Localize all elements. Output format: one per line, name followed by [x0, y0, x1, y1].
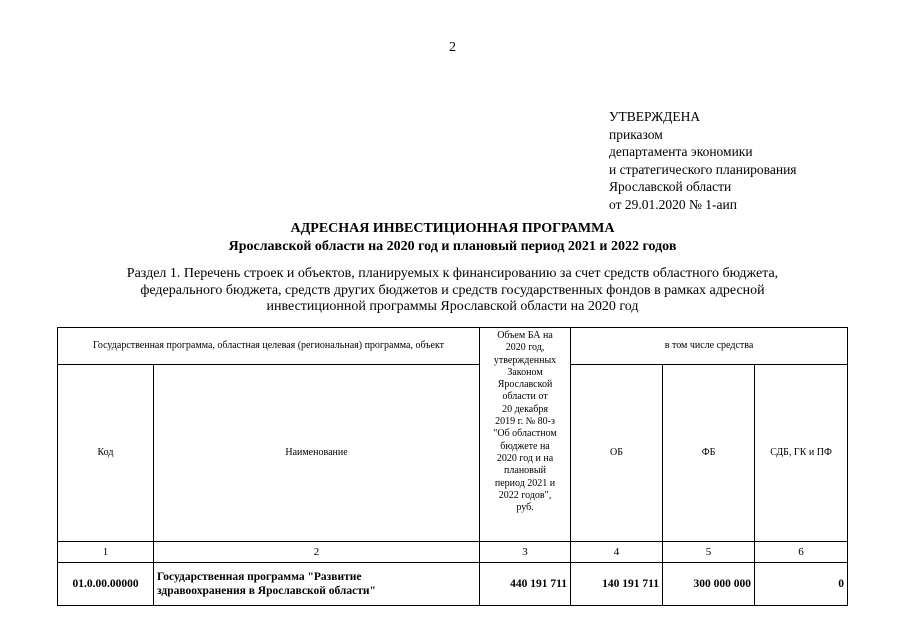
document-title-line-2: Ярославской области на 2020 год и плановый период 2021 и 2022 годов: [228, 239, 677, 254]
header-volume-line: утвержденных: [493, 354, 557, 366]
header-volume-line: 20 декабря: [502, 403, 548, 415]
header-volume-line: 2020 год и на: [496, 452, 554, 464]
column-number: 6: [755, 542, 848, 563]
header-name: Наименование: [154, 365, 480, 542]
row-fb: 300 000 000: [663, 563, 755, 606]
header-sdb: СДБ, ГК и ПФ: [755, 365, 848, 542]
row-sdb: 0: [755, 563, 848, 606]
header-volume-line: бюджете на: [500, 440, 550, 452]
header-fb: ФБ: [663, 365, 755, 542]
section-heading-line-1: Раздел 1. Перечень строек и объектов, планируемых к финансированию за счет средств областного бюджета,: [126, 266, 779, 281]
header-program-object: Государственная программа, областная целевая (региональная) программа, объект: [58, 328, 480, 365]
document-title-line-1: АДРЕСНАЯ ИНВЕСТИЦИОННАЯ ПРОГРАММА: [290, 221, 615, 236]
row-code: 01.0.00.00000: [58, 563, 154, 606]
header-volume-line: 2019 г. № 80-з: [495, 416, 555, 428]
column-number: 2: [154, 542, 480, 563]
header-volume-line: 2020 год,: [505, 342, 545, 354]
header-volume-line: руб.: [516, 502, 534, 514]
header-volume-line: области от: [502, 391, 548, 403]
row-name-line-2: здравоохранения в Ярославской области": [157, 585, 376, 597]
approval-line: департамента экономики: [609, 144, 753, 159]
approval-line: и стратегического планирования: [609, 161, 797, 177]
table-row: [58, 563, 848, 606]
header-volume-line: Ярославской: [497, 379, 553, 391]
page-number: 2: [449, 40, 456, 55]
approval-line: Ярославской области: [609, 179, 732, 194]
header-volume-line: Законом: [507, 366, 543, 378]
header-volume-line: Объем БА на: [497, 330, 553, 341]
document-title: [0, 220, 905, 256]
section-heading-line-3: инвестиционной программы Ярославской области на 2020 год: [266, 299, 639, 314]
header-including-funds: в том числе средства: [571, 328, 848, 365]
approval-line: УТВЕРЖДЕНА: [609, 109, 701, 124]
approval-line: приказом: [609, 126, 663, 142]
header-volume-line: плановый: [504, 465, 546, 477]
header-volume-line: 2022 годов",: [498, 489, 552, 501]
row-name-line-1: Государственная программа "Развитие: [157, 571, 362, 583]
section-heading: [60, 266, 845, 316]
header-ob: ОБ: [571, 365, 663, 542]
column-number: 1: [58, 542, 154, 563]
header-volume: [480, 328, 571, 542]
row-name: [154, 563, 480, 606]
column-number: 4: [571, 542, 663, 563]
header-volume-line: "Об областном: [493, 428, 557, 440]
header-code: Код: [58, 365, 154, 542]
row-volume: 440 191 711: [480, 563, 571, 606]
column-number: 5: [663, 542, 755, 563]
approval-line: от 29.01.2020 № 1-аип: [609, 196, 737, 212]
section-heading-line-2: федерального бюджета, средств других бюджетов и средств государственных фондов в рамках адресной: [140, 282, 765, 298]
header-volume-line: период 2021 и: [494, 477, 556, 489]
column-number: 3: [480, 542, 571, 563]
program-table: [57, 327, 848, 606]
row-ob: 140 191 711: [571, 563, 663, 606]
approval-stamp: [609, 108, 797, 213]
